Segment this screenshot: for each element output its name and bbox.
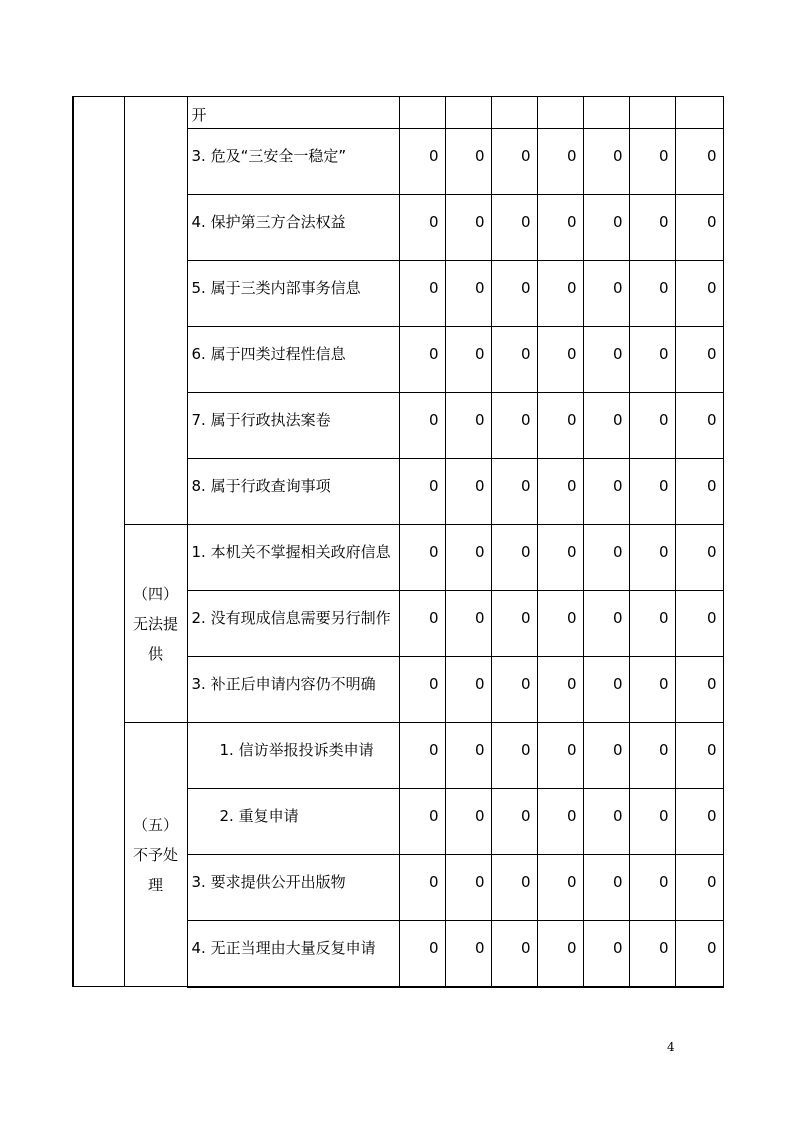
value: 0: [520, 147, 531, 165]
value: 0: [612, 807, 623, 825]
value: 0: [612, 543, 623, 561]
value: 0: [706, 147, 717, 165]
value: 0: [706, 807, 717, 825]
item-label: 1. 本机关不掌握相关政府信息: [191, 543, 391, 561]
value-cell: [491, 327, 537, 393]
value: 0: [428, 873, 439, 891]
value: 0: [706, 939, 717, 957]
value-cell: [537, 97, 583, 129]
value: 0: [474, 477, 485, 495]
value: 0: [428, 609, 439, 627]
value-cell: [583, 393, 629, 459]
table-row: [73, 525, 723, 591]
value: 0: [566, 345, 577, 363]
item-label-cell: [187, 723, 399, 789]
item-label-cell: [187, 855, 399, 921]
value: 0: [658, 939, 669, 957]
value-cell: [491, 261, 537, 327]
value-cell: [399, 261, 445, 327]
value-cell: [537, 459, 583, 525]
value-cell: [675, 789, 723, 855]
value: 0: [566, 411, 577, 429]
value-cell: [583, 459, 629, 525]
value: 0: [428, 213, 439, 231]
value: 0: [706, 477, 717, 495]
value: 0: [658, 213, 669, 231]
value: 0: [658, 279, 669, 297]
value-cell: [445, 657, 491, 723]
value: 0: [520, 279, 531, 297]
value-cell: [629, 459, 675, 525]
value: 0: [428, 675, 439, 693]
value: 0: [612, 345, 623, 363]
group-label: （五）不予处理: [132, 815, 178, 894]
value: 0: [658, 675, 669, 693]
value-cell: [583, 327, 629, 393]
value: 0: [658, 477, 669, 495]
item-label: 1. 信访举报投诉类申请: [219, 741, 374, 759]
value-cell: [491, 195, 537, 261]
value: 0: [658, 411, 669, 429]
value: 0: [520, 543, 531, 561]
item-label: 5. 属于三类内部事务信息: [191, 279, 361, 297]
value: 0: [520, 609, 531, 627]
value: [446, 97, 485, 111]
value-cell: [583, 525, 629, 591]
value-cell: [675, 129, 723, 195]
value-cell: [445, 591, 491, 657]
value-cell: [537, 525, 583, 591]
value-cell: [399, 855, 445, 921]
value-cell: [491, 393, 537, 459]
value-cell: [445, 855, 491, 921]
value: 0: [612, 675, 623, 693]
value: 0: [428, 345, 439, 363]
value-cell: [445, 129, 491, 195]
group-label-cell: [124, 97, 187, 525]
value-cell: [629, 327, 675, 393]
value-cell: [445, 327, 491, 393]
item-label: 3. 补正后申请内容仍不明确: [191, 675, 376, 693]
value-cell: [583, 261, 629, 327]
value-cell: [537, 723, 583, 789]
value-cell: [583, 129, 629, 195]
table-row: [73, 723, 723, 789]
value-cell: [399, 195, 445, 261]
value: 0: [428, 279, 439, 297]
value: 0: [474, 543, 485, 561]
value-cell: [583, 591, 629, 657]
value: 0: [474, 807, 485, 825]
item-label-cell: [187, 195, 399, 261]
value: 0: [566, 741, 577, 759]
value-cell: [537, 921, 583, 987]
value-cell: [629, 657, 675, 723]
value-cell: [675, 591, 723, 657]
value: 0: [566, 675, 577, 693]
value-cell: [537, 591, 583, 657]
value: 0: [612, 939, 623, 957]
value-cell: [491, 525, 537, 591]
value: 0: [520, 213, 531, 231]
value-cell: [675, 195, 723, 261]
value: 0: [706, 675, 717, 693]
outer-category-cell: [73, 97, 124, 987]
value-cell: [629, 525, 675, 591]
value-cell: [675, 525, 723, 591]
value-cell: [491, 129, 537, 195]
value: 0: [612, 741, 623, 759]
value: 0: [706, 279, 717, 297]
value: [630, 97, 669, 111]
value: 0: [474, 411, 485, 429]
item-label: 2. 重复申请: [219, 807, 299, 825]
value-cell: [491, 789, 537, 855]
value-cell: [583, 789, 629, 855]
item-label: 开: [191, 106, 207, 124]
value: 0: [520, 939, 531, 957]
value: 0: [428, 807, 439, 825]
value: 0: [658, 609, 669, 627]
value-cell: [445, 261, 491, 327]
value-cell: [675, 261, 723, 327]
item-label-cell: [187, 921, 399, 987]
value: 0: [474, 741, 485, 759]
value: 0: [612, 147, 623, 165]
value: [538, 97, 577, 111]
value-cell: [675, 855, 723, 921]
value-cell: [537, 657, 583, 723]
value: 0: [474, 609, 485, 627]
value-cell: [583, 855, 629, 921]
value: 0: [428, 939, 439, 957]
value-cell: [491, 97, 537, 129]
item-label-cell: [187, 327, 399, 393]
item-label-cell: [187, 525, 399, 591]
value: 0: [706, 873, 717, 891]
value-cell: [675, 97, 723, 129]
value: 0: [520, 411, 531, 429]
value: 0: [474, 873, 485, 891]
value-cell: [491, 591, 537, 657]
value: 0: [566, 279, 577, 297]
value-cell: [583, 97, 629, 129]
value: 0: [428, 543, 439, 561]
value: 0: [566, 939, 577, 957]
value-cell: [629, 129, 675, 195]
value: 0: [428, 147, 439, 165]
item-label-cell: [187, 261, 399, 327]
value-cell: [629, 195, 675, 261]
item-label: 6. 属于四类过程性信息: [191, 345, 346, 363]
item-label: 4. 保护第三方合法权益: [191, 213, 346, 231]
item-label-cell: [187, 657, 399, 723]
value-cell: [491, 459, 537, 525]
value: 0: [520, 345, 531, 363]
value-cell: [537, 789, 583, 855]
value: 0: [520, 807, 531, 825]
item-label-cell: [187, 591, 399, 657]
item-label-cell: [187, 393, 399, 459]
value: 0: [566, 213, 577, 231]
value-cell: [491, 723, 537, 789]
value: 0: [612, 477, 623, 495]
page-number: 4: [667, 1040, 675, 1054]
value-cell: [445, 195, 491, 261]
value-cell: [537, 855, 583, 921]
value-cell: [491, 855, 537, 921]
value: [584, 97, 623, 111]
value: 0: [658, 873, 669, 891]
table-body: [73, 97, 723, 987]
value-cell: [399, 723, 445, 789]
value: [492, 97, 531, 111]
value: 0: [612, 213, 623, 231]
item-label: 4. 无正当理由大量反复申请: [191, 939, 376, 957]
value: 0: [706, 741, 717, 759]
value-cell: [445, 789, 491, 855]
value-cell: [399, 525, 445, 591]
value-cell: [445, 525, 491, 591]
value: 0: [566, 543, 577, 561]
group-label-cell: [124, 525, 187, 723]
value-cell: [399, 657, 445, 723]
value: 0: [658, 147, 669, 165]
value-cell: [399, 921, 445, 987]
value-cell: [629, 97, 675, 129]
value-cell: [491, 657, 537, 723]
value-cell: [629, 723, 675, 789]
value: 0: [474, 345, 485, 363]
value-cell: [675, 723, 723, 789]
item-label-cell: [187, 129, 399, 195]
item-label: 3. 要求提供公开出版物: [191, 873, 346, 891]
value: 0: [474, 675, 485, 693]
group-label: （四）无法提供: [132, 584, 178, 663]
value: 0: [566, 609, 577, 627]
value-cell: [583, 657, 629, 723]
value-cell: [445, 97, 491, 129]
value-cell: [583, 195, 629, 261]
value-cell: [675, 921, 723, 987]
value-cell: [445, 459, 491, 525]
value-cell: [675, 657, 723, 723]
value: 0: [428, 741, 439, 759]
value: 0: [566, 477, 577, 495]
value-cell: [445, 921, 491, 987]
value-cell: [629, 393, 675, 459]
value: 0: [706, 213, 717, 231]
value-cell: [583, 921, 629, 987]
value-cell: [675, 459, 723, 525]
value: 0: [612, 411, 623, 429]
value-cell: [537, 327, 583, 393]
item-label-cell: [187, 97, 399, 129]
value-cell: [399, 591, 445, 657]
disclosure-statistics-table: [72, 96, 724, 988]
value: 0: [428, 477, 439, 495]
value-cell: [675, 327, 723, 393]
value-cell: [399, 97, 445, 129]
value-cell: [445, 393, 491, 459]
value-cell: [537, 129, 583, 195]
value-cell: [537, 195, 583, 261]
value: 0: [428, 411, 439, 429]
value-cell: [629, 789, 675, 855]
value: 0: [612, 609, 623, 627]
value: 0: [658, 345, 669, 363]
value-cell: [675, 393, 723, 459]
value: 0: [474, 939, 485, 957]
value-cell: [399, 393, 445, 459]
item-label: 8. 属于行政查询事项: [191, 477, 331, 495]
value-cell: [629, 921, 675, 987]
value: 0: [474, 213, 485, 231]
value: 0: [566, 873, 577, 891]
value-cell: [629, 855, 675, 921]
value-cell: [399, 789, 445, 855]
value-cell: [629, 261, 675, 327]
item-label: 7. 属于行政执法案卷: [191, 411, 331, 429]
value: 0: [612, 279, 623, 297]
value: 0: [520, 873, 531, 891]
value-cell: [629, 591, 675, 657]
value: 0: [520, 741, 531, 759]
value: 0: [658, 543, 669, 561]
value: 0: [658, 741, 669, 759]
value: 0: [474, 279, 485, 297]
value-cell: [399, 129, 445, 195]
value: 0: [520, 477, 531, 495]
value-cell: [399, 459, 445, 525]
value: 0: [566, 147, 577, 165]
item-label-cell: [187, 789, 399, 855]
value-cell: [537, 393, 583, 459]
value: 0: [706, 609, 717, 627]
value: 0: [706, 345, 717, 363]
value: 0: [706, 543, 717, 561]
item-label: 2. 没有现成信息需要另行制作: [191, 609, 391, 627]
value: 0: [658, 807, 669, 825]
value: 0: [520, 675, 531, 693]
value-cell: [445, 723, 491, 789]
value-cell: [399, 327, 445, 393]
value: [676, 97, 717, 111]
value: [400, 97, 439, 111]
table-row: [73, 97, 723, 129]
group-label-cell: [124, 723, 187, 987]
value: 0: [474, 147, 485, 165]
item-label: 3. 危及“三安全一稳定”: [191, 147, 347, 165]
value: 0: [706, 411, 717, 429]
item-label-cell: [187, 459, 399, 525]
value-cell: [491, 921, 537, 987]
value: 0: [612, 873, 623, 891]
value-cell: [537, 261, 583, 327]
value: 0: [566, 807, 577, 825]
value-cell: [583, 723, 629, 789]
